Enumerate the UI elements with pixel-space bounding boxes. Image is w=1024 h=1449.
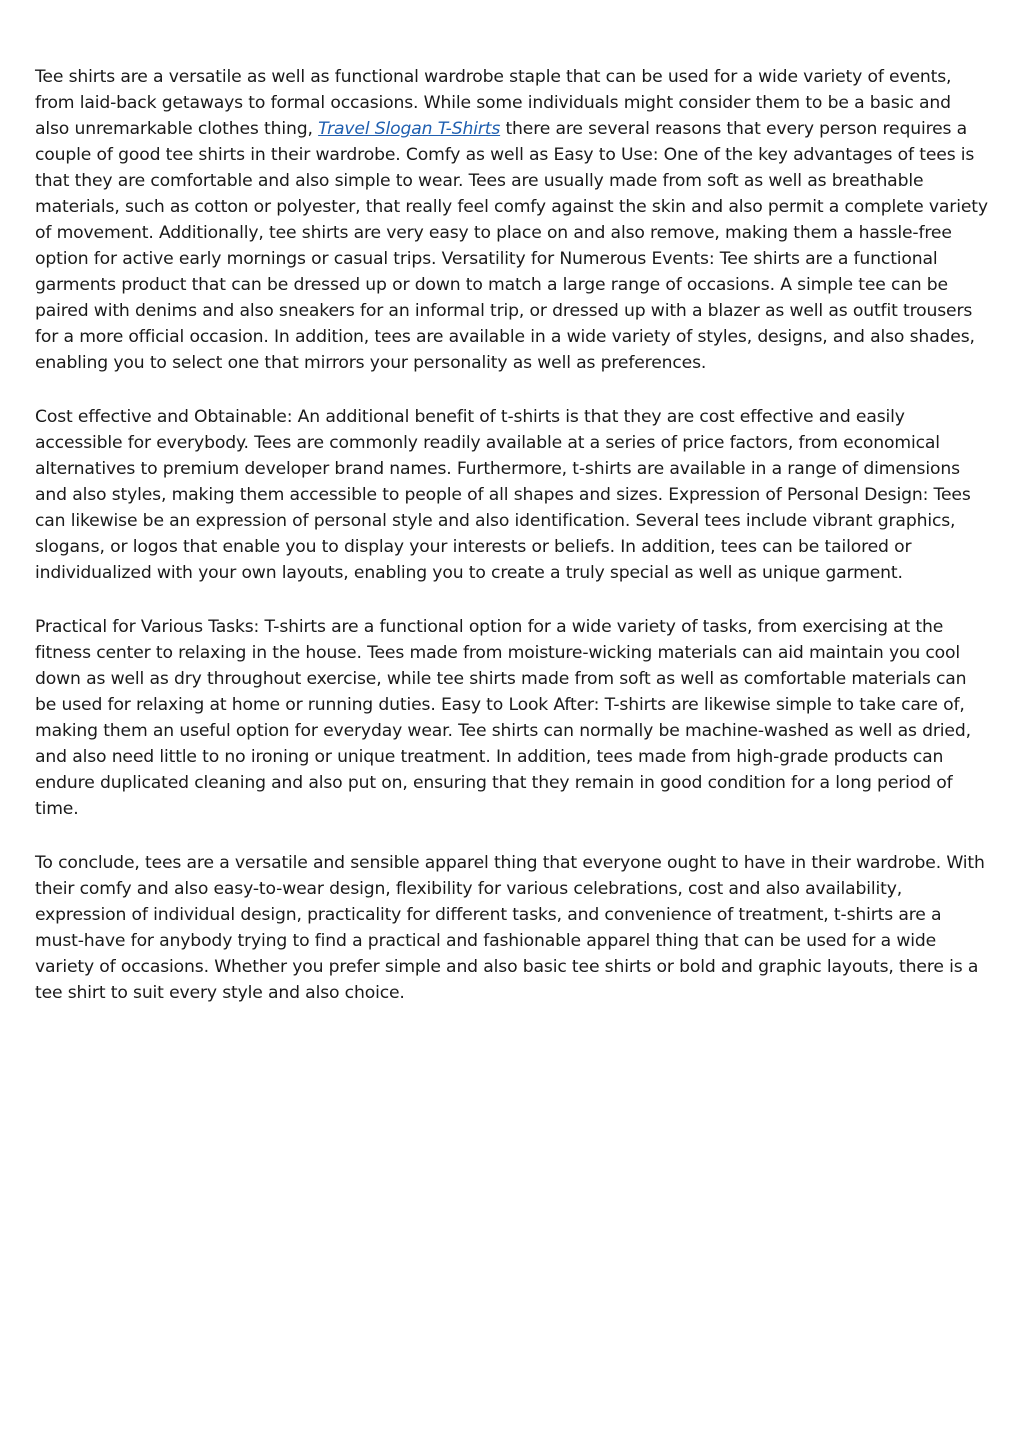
article-body <box>35 64 990 1034</box>
paragraph-4: To conclude, tees are a versatile and sensible apparel thing that everyone ought to have in their wardrobe. With their comfy and also easy-to-wear design, flexibility for various celebrations, cost and also availability, expression of individual design, practicality for different tasks, and convenience of treatment, t-shirts are a must-have for anybody trying to find a practical and fashionable apparel thing that can be used for a wide variety of occasions. Whether you prefer simple and also basic tee shirts or bold and graphic layouts, there is a tee shirt to suit every style and also choice. <box>35 853 985 1003</box>
travel-slogan-t-shirts-link[interactable]: Travel Slogan T-Shirts <box>318 119 501 139</box>
paragraph-1-intro: Tee shirts are a versatile as well as functional wardrobe staple that can be used for a wide variety of events, from laid-back getaways to formal occasions. While some individuals might consider them to be a basic and also unremarkable clothes thing, <box>35 67 952 139</box>
paragraph-1 <box>35 64 990 376</box>
paragraph-1-rest: there are several reasons that every person requires a couple of good tee shirts in their wardrobe. Comfy as well as Easy to Use: One of the key advantages of tees is that they are comfortable and also simple to wear. Tees are usually made from soft as well as breathable materials, such as cotton or polyester, that really feel comfy against the skin and also permit a complete variety of movement. Additionally, tee shirts are very easy to place on and also remove, making them a hassle-free option for active early mornings or casual trips. Versatility for Numerous Events: Tee shirts are a functional garments product that can be dressed up or down to match a large range of occasions. A simple tee can be paired with denims and also sneakers for an informal trip, or dressed up with a blazer as well as outfit trousers for a more official occasion. In addition, tees are available in a wide variety of styles, designs, and also shades, enabling you to select one that mirrors your personality as well as preferences. <box>35 119 988 373</box>
paragraph-3: Practical for Various Tasks: T-shirts are a functional option for a wide variety of tasks, from exercising at the fitness center to relaxing in the house. Tees made from moisture-wicking materials can aid maintain you cool down as well as dry throughout exercise, while tee shirts made from soft as well as comfortable materials can be used for relaxing at home or running duties. Easy to Look After: T-shirts are likewise simple to take care of, making them an useful option for everyday wear. Tee shirts can normally be machine-washed as well as dried, and also need little to no ironing or unique treatment. In addition, tees made from high-grade products can endure duplicated cleaning and also put on, ensuring that they remain in good condition for a long period of time. <box>35 617 971 819</box>
paragraph-2: Cost effective and Obtainable: An additional benefit of t-shirts is that they are cost effective and easily accessible for everybody. Tees are commonly readily available at a series of price factors, from economical alternatives to premium developer brand names. Furthermore, t-shirts are available in a range of dimensions and also styles, making them accessible to people of all shapes and sizes. Expression of Personal Design: Tees can likewise be an expression of personal style and also identification. Several tees include vibrant graphics, slogans, or logos that enable you to display your interests or beliefs. In addition, tees can be tailored or individualized with your own layouts, enabling you to create a truly special as well as unique garment. <box>35 407 971 583</box>
